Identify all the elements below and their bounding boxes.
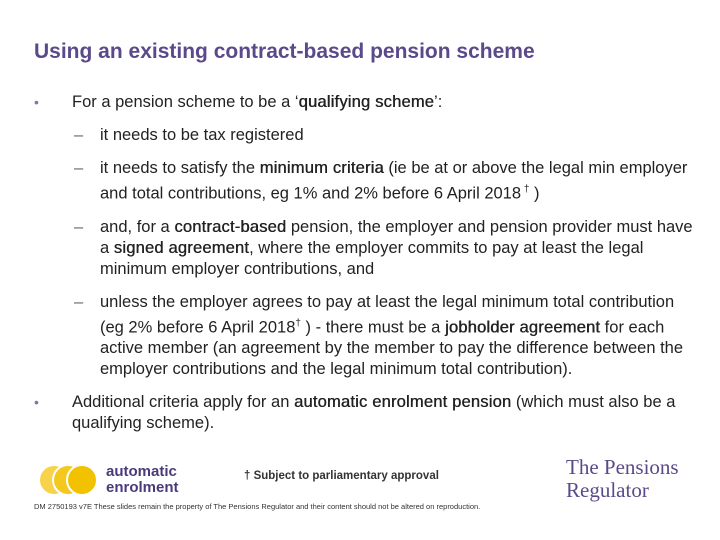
sub4-text-mid: ) - there must be a: [300, 318, 445, 336]
bullet1-text: For a pension scheme to be a ‘: [72, 93, 299, 111]
sub2-emphasis: minimum criteria: [259, 159, 384, 177]
automatic-enrolment-logo: [38, 460, 198, 500]
sub3-text-end: , where the employer commits to pay at least the legal minimum employer contributions, and: [100, 238, 644, 278]
subbullet-minimum-criteria: [34, 158, 694, 205]
bullet-qualifying-scheme: [34, 92, 694, 113]
ae-logo-line2: enrolment: [106, 479, 179, 496]
legal-notice: DM 2750193 v7E These slides remain the property of The Pensions Regulator and their content should not be altered on reproduction.: [34, 502, 481, 511]
subbullet-jobholder-agreement: [34, 292, 694, 381]
sub4-text: unless the employer agrees to pay at least the legal minimum total contribution (eg 2% before 6 April 2018: [100, 292, 675, 336]
subbullet-signed-agreement: [34, 217, 694, 280]
sub2-text-end: ): [529, 184, 540, 203]
en-dash-icon: –: [74, 292, 84, 311]
en-dash-icon: –: [74, 126, 84, 144]
sub4-emphasis: jobholder agreement: [444, 318, 601, 336]
tpr-logo-line1: The Pensions: [566, 455, 679, 479]
sub1-text: it needs to be tax registered: [100, 126, 304, 144]
bullet-dot-icon: •: [34, 94, 39, 110]
slide-title: Using an existing contract-based pension scheme: [34, 40, 535, 63]
sub2-text-mid: (ie be at or above the legal min employer and total contributions, eg 1% and 2% before 6 April 2018: [100, 159, 688, 203]
sub3-text-mid: pension, the employer and pension provider must have a: [100, 217, 693, 257]
sub2-text: it needs to satisfy the: [100, 159, 260, 177]
sub3-emphasis-2: signed agreement: [113, 238, 250, 257]
bullet1-text-end: ’:: [434, 93, 443, 111]
tpr-logo-line2: Regulator: [566, 478, 649, 502]
en-dash-icon: –: [74, 217, 84, 236]
pensions-regulator-logo: [566, 456, 679, 502]
bullet2-text-end: (which must also be a qualifying scheme).: [72, 393, 676, 432]
footnote: † Subject to parliamentary approval: [244, 470, 439, 482]
en-dash-icon: –: [74, 159, 84, 177]
sub4-text-end: for each active member (an agreement by the member to pay the difference between the employer contributions and the legal minimum total contribution).: [100, 318, 684, 378]
ae-logo-line1: automatic: [106, 463, 177, 480]
bullet-automatic-enrolment: [34, 392, 694, 434]
ae-circles-icon: [38, 460, 108, 500]
subbullet-tax-registered: [34, 125, 694, 146]
slide-content: [34, 92, 694, 446]
sub3-text: and, for a: [100, 217, 175, 236]
bullet-dot-icon: •: [34, 394, 39, 410]
dagger-mark: †: [523, 184, 530, 195]
bullet2-emphasis: automatic enrolment pension: [293, 393, 512, 411]
bullet2-text: Additional criteria apply for an: [72, 393, 294, 411]
ae-logo-text: [106, 464, 179, 496]
bullet1-emphasis: qualifying scheme: [298, 93, 435, 111]
slide-footer: [0, 448, 720, 540]
sub3-emphasis-1: contract-based: [174, 217, 287, 236]
dagger-mark: †: [295, 317, 301, 329]
